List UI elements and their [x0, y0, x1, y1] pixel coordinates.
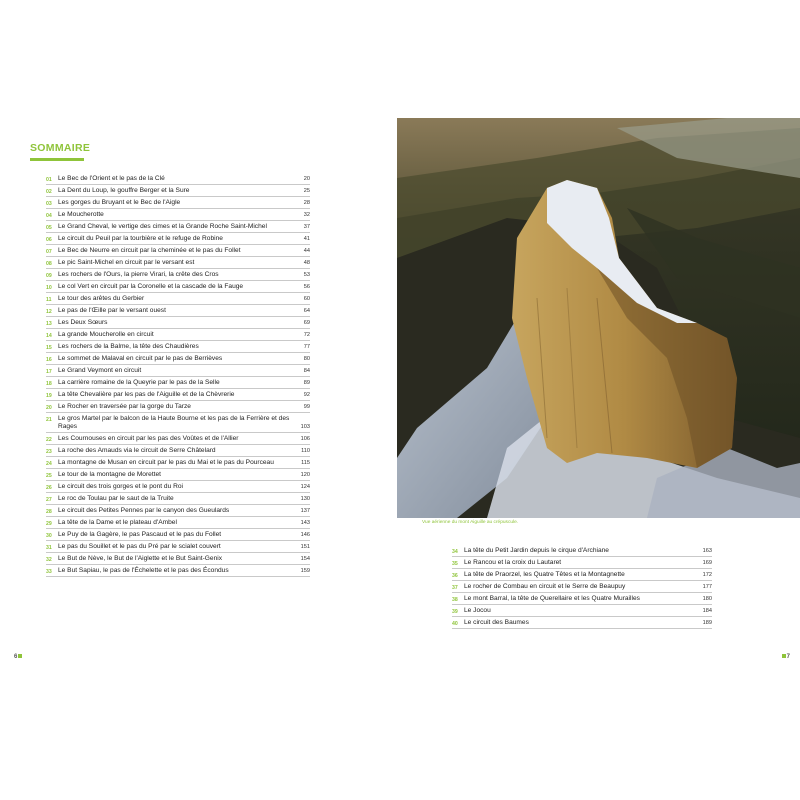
toc-entry-number: 11	[46, 296, 52, 303]
toc-entry-number: 22	[46, 436, 52, 443]
toc-entry-page: 41	[303, 235, 310, 242]
toc-entry-title: Le mont Barral, la tête de Querellaire et les Quatre Murailles	[464, 594, 640, 602]
toc-entry-title: La carrière romaine de la Queyrie par le pas de la Selle	[58, 378, 220, 386]
toc-entry	[46, 401, 310, 413]
toc-entry-title: Le circuit du Peuil par la tourbière et le refuge de Robine	[58, 234, 223, 242]
toc-entry	[452, 545, 712, 557]
toc-entry-page: 189	[702, 619, 712, 626]
toc-entry-title: La tête de Praorzel, les Quatre Têtes et la Montagnette	[464, 570, 625, 578]
toc-entry	[46, 341, 310, 353]
toc-entry-number: 24	[46, 460, 52, 467]
toc-entry	[46, 269, 310, 281]
toc-entry-number: 40	[452, 620, 458, 627]
page-number-left-text: 6	[14, 654, 18, 660]
toc-entry-title: Les Deux Sœurs	[58, 318, 108, 326]
toc-entry-number: 14	[46, 332, 52, 339]
toc-entry	[452, 557, 712, 569]
toc-entry-title: Le But de Nève, le But de l'Aiglette et le But Saint-Genix	[58, 554, 223, 562]
toc-entry-number: 26	[46, 484, 52, 491]
toc-entry-number: 29	[46, 520, 52, 527]
toc-entry-number: 09	[46, 272, 52, 279]
toc-entry-number: 23	[46, 448, 52, 455]
toc-entry-title: Le Puy de la Gagère, le pas Pascaud et le pas du Follet	[58, 530, 222, 538]
toc-list-left	[46, 173, 310, 577]
toc-entry-page: 37	[303, 223, 310, 230]
toc-entry	[46, 413, 310, 433]
page-number-right-text: 7	[786, 654, 790, 660]
title-underline	[30, 158, 84, 161]
book-spread	[0, 118, 800, 668]
toc-entry	[46, 221, 310, 233]
toc-entry-number: 30	[46, 532, 52, 539]
toc-entry-number: 18	[46, 380, 52, 387]
toc-entry	[46, 517, 310, 529]
photo-caption: Vue aérienne du mont Aiguille au crépuscule.	[422, 520, 519, 525]
toc-entry-title: La grande Moucherolle en circuit	[58, 330, 154, 338]
toc-entry-page: 89	[303, 379, 310, 386]
toc-entry-number: 32	[46, 556, 52, 563]
toc-entry	[46, 541, 310, 553]
toc-entry-number: 37	[452, 584, 458, 591]
right-page	[400, 118, 800, 668]
toc-entry-number: 21	[46, 416, 52, 423]
toc-entry-page: 72	[303, 331, 310, 338]
toc-entry-page: 151	[300, 543, 310, 550]
toc-entry-title: Le tour de la montagne de Morettet	[58, 470, 162, 478]
left-page	[0, 118, 400, 668]
toc-entry-page: 56	[303, 283, 310, 290]
toc-entry	[46, 493, 310, 505]
toc-entry-number: 06	[46, 236, 52, 243]
page-number-right	[782, 654, 790, 660]
toc-entry-title: Le pas de l'Œille par le versant ouest	[58, 306, 166, 314]
toc-entry-title: Le Jocou	[464, 606, 491, 614]
toc-entry-page: 180	[702, 595, 712, 602]
toc-entry-number: 33	[46, 568, 52, 575]
toc-entry	[46, 281, 310, 293]
toc-entry-page: 115	[301, 459, 310, 466]
toc-entry	[46, 257, 310, 269]
toc-entry-title: Le circuit des trois gorges et le pont du Roi	[58, 482, 183, 490]
folio-marker	[18, 654, 22, 658]
toc-entry-number: 08	[46, 260, 52, 267]
toc-entry	[46, 469, 310, 481]
toc-entry-title: Les rochers de la Balme, la tête des Chaudières	[58, 342, 199, 350]
page-title: SOMMAIRE	[30, 142, 91, 154]
toc-entry-number: 39	[452, 608, 458, 615]
toc-entry-title: Le Bec de l'Orient et le pas de la Clé	[58, 174, 165, 182]
folio-marker	[782, 654, 786, 658]
mountain-photo-illustration	[397, 118, 800, 518]
toc-entry	[46, 457, 310, 469]
toc-entry-page: 169	[702, 559, 712, 566]
toc-entry-page: 159	[300, 567, 310, 574]
toc-entry-title: Le But Sapiau, le pas de l'Échelette et le pas des Écondus	[58, 566, 229, 574]
toc-entry-page: 110	[301, 447, 310, 454]
toc-entry-title: Le Grand Veymont en circuit	[58, 366, 142, 374]
toc-entry-page: 163	[702, 547, 712, 554]
toc-entry	[46, 505, 310, 517]
toc-entry-number: 34	[452, 548, 458, 555]
toc-entry	[46, 389, 310, 401]
mountain-photo	[397, 118, 800, 518]
toc-entry-number: 19	[46, 392, 52, 399]
toc-entry	[46, 209, 310, 221]
toc-entry	[46, 481, 310, 493]
toc-entry-page: 48	[303, 259, 310, 266]
toc-entry-number: 10	[46, 284, 52, 291]
toc-entry-page: 177	[702, 583, 712, 590]
toc-entry-page: 154	[300, 555, 310, 562]
toc-entry-page: 25	[303, 187, 310, 194]
toc-entry-title: Le gros Martel par le balcon de la Haute Bourne et les pas de la Ferrière et des Rages	[58, 414, 290, 430]
toc-entry-title: Le tour des arêtes du Gerbier	[58, 294, 145, 302]
toc-entry-page: 99	[303, 403, 310, 410]
toc-entry	[46, 377, 310, 389]
toc-entry-page: 77	[303, 343, 310, 350]
toc-entry-page: 103	[300, 423, 310, 430]
toc-entry	[452, 593, 712, 605]
toc-entry-title: La tête Chevalière par les pas de l'Aiguille et de la Chèvrerie	[58, 390, 235, 398]
toc-entry-title: Le rocher de Combau en circuit et le Serre de Beaupuy	[464, 582, 626, 590]
toc-entry-page: 120	[300, 471, 310, 478]
toc-entry	[46, 529, 310, 541]
toc-entry-page: 60	[303, 295, 310, 302]
toc-entry-page: 143	[300, 519, 310, 526]
toc-entry	[46, 293, 310, 305]
toc-entry	[46, 305, 310, 317]
toc-entry-page: 184	[702, 607, 712, 614]
toc-entry-title: La tête de la Dame et le plateau d'Ambel	[58, 518, 177, 526]
toc-entry-page: 137	[300, 507, 310, 514]
toc-entry	[46, 233, 310, 245]
toc-entry	[46, 245, 310, 257]
toc-entry-number: 05	[46, 224, 52, 231]
toc-entry-page: 69	[303, 319, 310, 326]
toc-entry	[46, 185, 310, 197]
toc-entry-page: 20	[303, 175, 310, 182]
toc-entry-number: 20	[46, 404, 52, 411]
toc-entry-number: 35	[452, 560, 458, 567]
toc-entry-number: 36	[452, 572, 458, 579]
toc-entry-title: Les Cournouses en circuit par les pas des Voûtes et de l'Allier	[58, 434, 239, 442]
toc-entry-title: La tête du Petit Jardin depuis le cirque d'Archiane	[464, 546, 609, 554]
toc-entry-page: 64	[303, 307, 310, 314]
toc-entry-page: 106	[300, 435, 310, 442]
toc-entry-title: Le circuit des Petites Pennes par le canyon des Gueulards	[58, 506, 230, 514]
toc-entry	[46, 365, 310, 377]
toc-entry-page: 53	[303, 271, 310, 278]
toc-entry	[46, 353, 310, 365]
toc-entry-title: Le pas du Souillet et le pas du Pré par le scialet couvert	[58, 542, 221, 550]
toc-entry-title: Le Rocher en traversée par la gorge du Tarze	[58, 402, 191, 410]
toc-entry-page: 44	[303, 247, 310, 254]
toc-entry-title: Le Rancou et la croix du Lautaret	[464, 558, 562, 566]
toc-entry-page: 32	[303, 211, 310, 218]
toc-entry	[452, 605, 712, 617]
toc-entry-number: 17	[46, 368, 52, 375]
toc-entry	[46, 445, 310, 457]
toc-entry-number: 13	[46, 320, 52, 327]
toc-entry	[46, 433, 310, 445]
toc-entry	[46, 173, 310, 185]
toc-entry-title: Le Grand Cheval, le vertige des cimes et la Grande Roche Saint-Michel	[58, 222, 267, 230]
toc-entry-title: Le pic Saint-Michel en circuit par le versant est	[58, 258, 195, 266]
toc-entry-title: Le Moucherotte	[58, 210, 104, 218]
page-number-left	[14, 654, 22, 660]
toc-entry-number: 02	[46, 188, 52, 195]
toc-entry-title: Le Bec de Neurre en circuit par la cheminée et le pas du Follet	[58, 246, 241, 254]
toc-entry-number: 25	[46, 472, 52, 479]
toc-entry-number: 15	[46, 344, 52, 351]
toc-entry-page: 130	[300, 495, 310, 502]
toc-entry-title: La roche des Amauds via le circuit de Serre Châtelard	[58, 446, 216, 454]
toc-entry	[46, 329, 310, 341]
toc-entry	[46, 317, 310, 329]
toc-entry-title: La Dent du Loup, le gouffre Berger et la Sure	[58, 186, 190, 194]
toc-entry-title: Le circuit des Baumes	[464, 618, 529, 626]
toc-entry-page: 92	[303, 391, 310, 398]
toc-entry-page: 172	[702, 571, 712, 578]
toc-entry-number: 31	[46, 544, 52, 551]
toc-entry-number: 38	[452, 596, 458, 603]
toc-entry	[452, 581, 712, 593]
toc-entry-number: 16	[46, 356, 52, 363]
toc-entry	[46, 565, 310, 577]
toc-entry-number: 28	[46, 508, 52, 515]
toc-entry-page: 84	[303, 367, 310, 374]
toc-entry-title: La montagne de Musan en circuit par le pas du Mai et le pas du Pourceau	[58, 458, 274, 466]
toc-entry-number: 01	[46, 176, 52, 183]
toc-entry-page: 146	[300, 531, 310, 538]
toc-entry	[46, 553, 310, 565]
toc-entry-title: Le col Vert en circuit par la Coronelle et la cascade de la Fauge	[58, 282, 244, 290]
toc-entry-page: 28	[303, 199, 310, 206]
toc-entry-title: Le sommet de Malaval en circuit par le pas de Berrièves	[58, 354, 223, 362]
toc-entry-number: 12	[46, 308, 52, 315]
toc-list-right	[452, 545, 712, 629]
toc-entry-page: 124	[300, 483, 310, 490]
toc-entry-page: 80	[303, 355, 310, 362]
toc-entry-title: Les gorges du Bruyant et le Bec de l'Aigle	[58, 198, 181, 206]
toc-entry	[452, 617, 712, 629]
toc-entry	[46, 197, 310, 209]
toc-entry-number: 03	[46, 200, 52, 207]
toc-entry-number: 04	[46, 212, 52, 219]
toc-entry	[452, 569, 712, 581]
toc-entry-number: 27	[46, 496, 52, 503]
toc-entry-title: Les rochers de l'Ours, la pierre Virari, la crête des Cros	[58, 270, 219, 278]
toc-entry-title: Le roc de Toulau par le saut de la Truite	[58, 494, 174, 502]
toc-entry-number: 07	[46, 248, 52, 255]
